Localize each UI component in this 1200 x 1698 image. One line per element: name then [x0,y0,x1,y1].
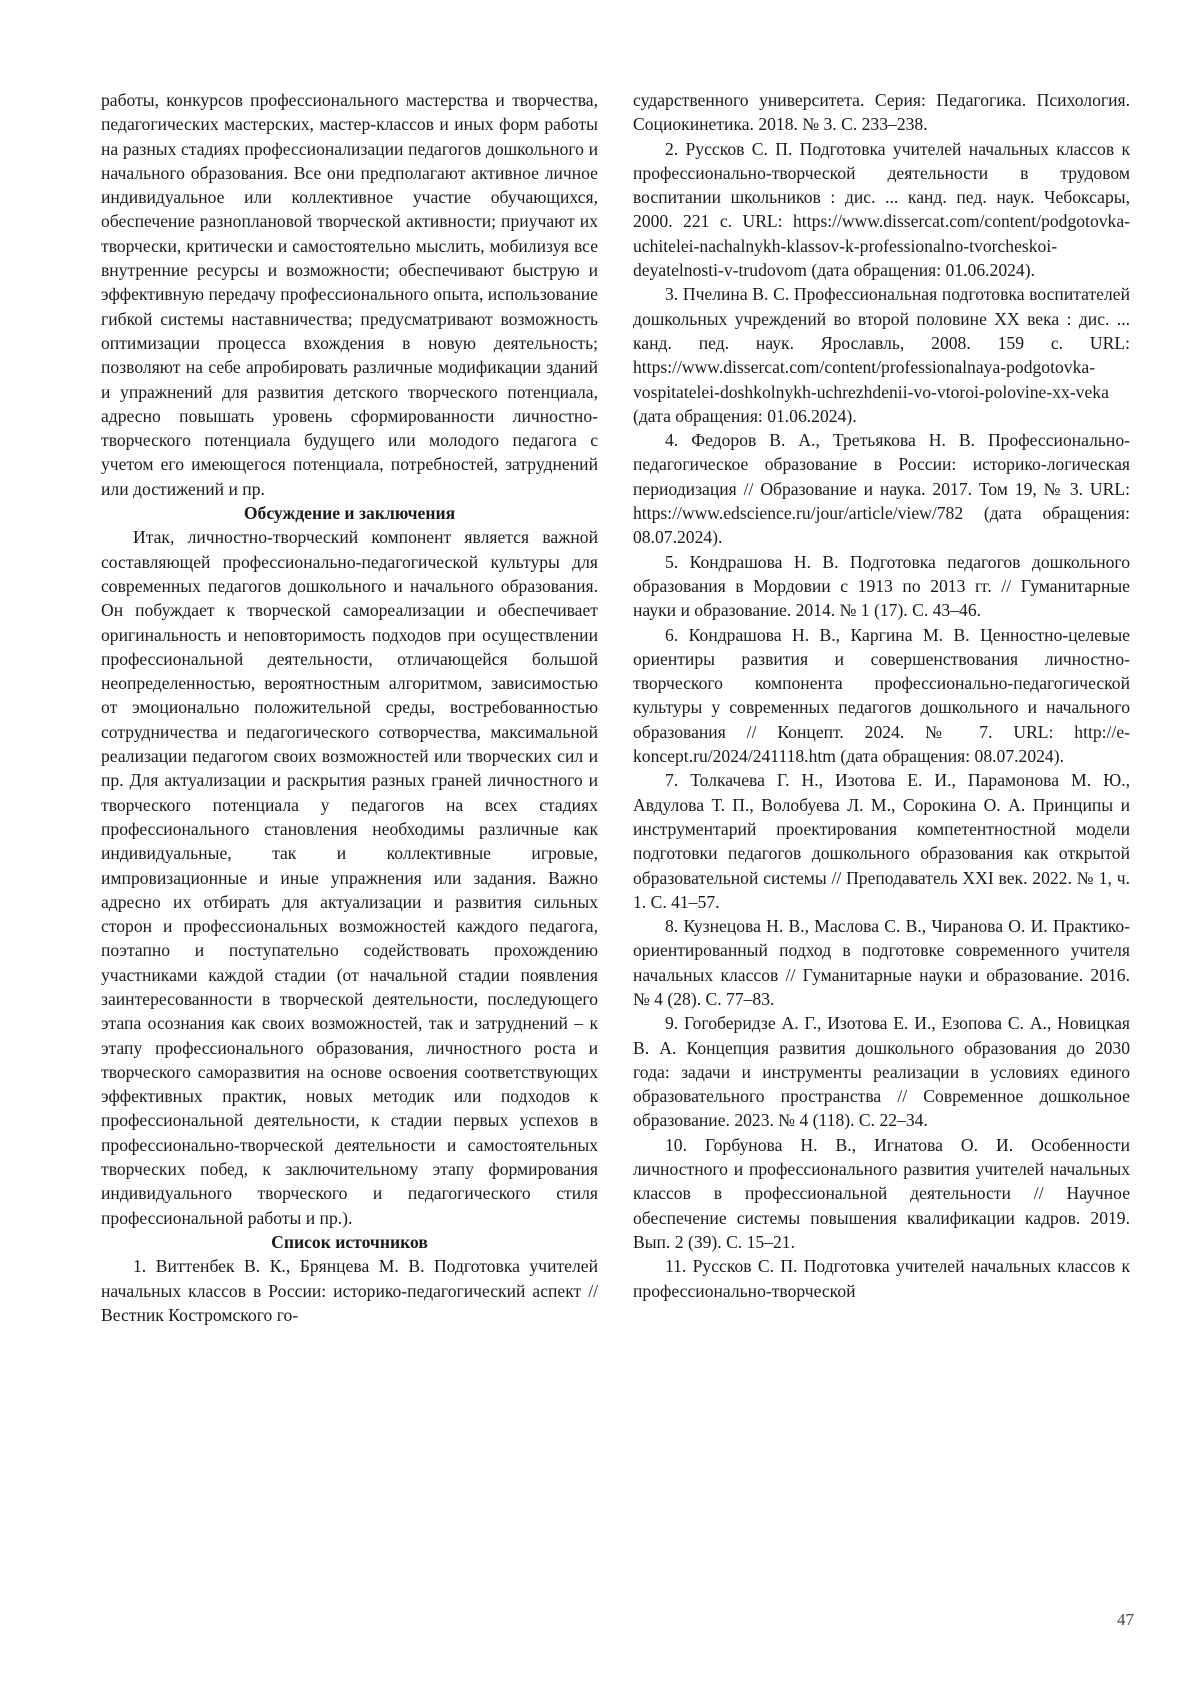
discussion-paragraph: Итак, личностно-творческий компонент является важной составляющей профессионально-педагогической культуры для современных педагогов дошкольного и начального образования. Он побуждает к творческой самореализации и обеспечивает оригинальность и неповторимость подходов при осуществлении профессиональной деятельности, отличающейся большой неопределенностью, вероятностным алгоритмом, зависимостью от эмоционально положительной среды, востребованностью сотрудничества и педагогического сотворчества, максимальной реализации педагогом своих возможностей или творческих сил и пр. Для актуализации и раскрытия разных граней личностного и творческого потенциала у педагогов на всех стадиях профессионального становления необходимы различные как индивидуальные, так и коллективные игровые, импровизационные и иные упражнения или задания. Важно адресно их отбирать для актуализации и развития сильных сторон и профессиональных возможностей каждого педагога, поэтапно и поступательно содействовать прохождению участниками каждой стадии (от начальной стадии появления заинтересованности в творческой деятельности, последующего этапа осознания как своих возможностей, так и затруднений – к этапу профессионального образования, личностного роста и творческого саморазвития на основе освоения соответствующих эффективных практик, новых методик или подходов к профессиональной деятельности, к стадии первых успехов в профессионально-творческой деятельности и самостоятельных творческих побед, к заключительному этапу формирования индивидуального творческого и педагогического стиля профессиональной работы и пр.). [101,527,598,1228]
reference-list-left [101,1254,598,1327]
page [101,88,1130,1608]
reference-item-7: 7. Толкачева Г. Н., Изотова Е. И., Парамонова М. Ю., Авдулова Т. П., Волобуева Л. М., Сорокина О. А. Принципы и инструментарий проектирования компетентностной модели подготовки педагогов дошкольного образования как открытой образовательной системы // Преподаватель XXI век. 2022. № 1, ч. 1. С. 41–57. [633,770,1130,912]
reference-item-8: 8. Кузнецова Н. В., Маслова С. В., Чиранова О. И. Практико-ориентированный подход в подготовке современного учителя начальных классов // Гуманитарные науки и образование. 2016. № 4 (28). С. 77–83. [633,916,1130,1009]
sources-heading: Список источников [271,1231,428,1252]
reference-item-2: 2. Русcков С. П. Подготовка учителей начальных классов к профессионально-творческой деятельности в трудовом воспитании школьников : дис. ... канд. пед. наук. Чебоксары, 2000. 221 с. URL: https://www.dissercat.com/content/podgotovka-uchitelei-nachalnykh-klassov-k-professionalno-tvorcheskoi-deyatelnosti-v-trudovom (дата обращения: 01.06.2024). [633,138,1130,281]
reference-item-10: 10. Горбунова Н. В., Игнатова О. И. Особенности личностного и профессионального развития учителей начальных классов в профессиональной деятельности // Научное обеспечение системы повышения квалификации кадров. 2019. Вып. 2 (39). С. 15–21. [633,1134,1130,1252]
reference-item-6: 6. Кондрашова Н. В., Каргина М. В. Ценностно-целевые ориентиры развития и совершенствования личностно-творческого компонента профессионально-педагогической культуры у современных педагогов дошкольного и начального образования // Концепт. 2024. № 7. URL: http://e-koncept.ru/2024/241118.htm (дата обращения: 08.07.2024). [633,624,1130,767]
reference-item-11-start: 11. Русcков С. П. Подготовка учителей начальных классов к профессионально-творческой [633,1256,1130,1301]
discussion-heading: Обсуждение и заключения [243,503,456,524]
left-column [101,88,598,1608]
reference-item-1-end: сударственного университета. Серия: Педагогика. Психология. Социокинетика. 2018. № 3. С. 233–238. [633,90,1130,135]
reference-item-3: 3. Пчелина В. С. Профессиональная подготовка воспитателей дошкольных учреждений во второй половине XX века : дис. ... канд. пед. наук. Ярославль, 2008. 159 с. URL: https://www.dissercat.com/content/professionalnaya-podgotovka-vospitatelei-doshkolnykh-uchrezhdenii-vo-vtoroi-polovine-xx-veka (дата обращения: 01.06.2024). [633,284,1130,426]
body-paragraph-continued: работы, конкурсов профессионального мастерства и творчества, педагогических мастерских, мастер-классов и иных форм работы на разных стадиях профессионализации педагогов дошкольного и начального образования. Все они предполагают активное личное индивидуальное или коллективное участие обучающихся, обеспечение разноплановой творческой активности; приучают их творчески, критически и самостоятельно мыслить, мобилизуя все внутренние ресурсы и возможности; обеспечивают быструю и эффективную передачу профессионального опыта, использование гибкой системы наставничества; предусматривают возможность оптимизации процесса вхождения в новую деятельность; позволяют на себе апробировать различные модификации зданий и упражнений для развития детского творческого потенциала, адресно повышать уровень сформированности личностно-творческого потенциала будущего или молодого педагога с учетом его имеющегося потенциала, потребностей, затруднений или достижений и пр. [101,90,598,499]
right-column [633,88,1130,1608]
reference-item-1-start: 1. Виттенбек В. К., Брянцева М. В. Подготовка учителей начальных классов в России: историко-педагогический аспект // Вестник Костромского го- [101,1256,598,1325]
reference-item-9: 9. Гогоберидзе А. Г., Изотова Е. И., Езопова С. А., Новицкая В. А. Концепция развития дошкольного образования до 2030 года: задачи и инструменты реализации в условиях единого образовательного пространства // Современное дошкольное образование. 2023. № 4 (118). С. 22–34. [633,1013,1130,1131]
page-number: 47 [1117,1610,1134,1629]
reference-item-4: 4. Федоров В. А., Третьякова Н. В. Профессионально-педагогическое образование в России: историко-логическая периодизация // Образование и наука. 2017. Том 19, № 3. URL: https://www.edscience.ru/jour/article/view/782 (дата обращения: 08.07.2024). [633,430,1130,548]
reference-item-5: 5. Кондрашова Н. В. Подготовка педагогов дошкольного образования в Мордовии с 1913 по 2013 гг. // Гуманитарные науки и образование. 2014. № 1 (17). С. 43–46. [633,551,1130,621]
